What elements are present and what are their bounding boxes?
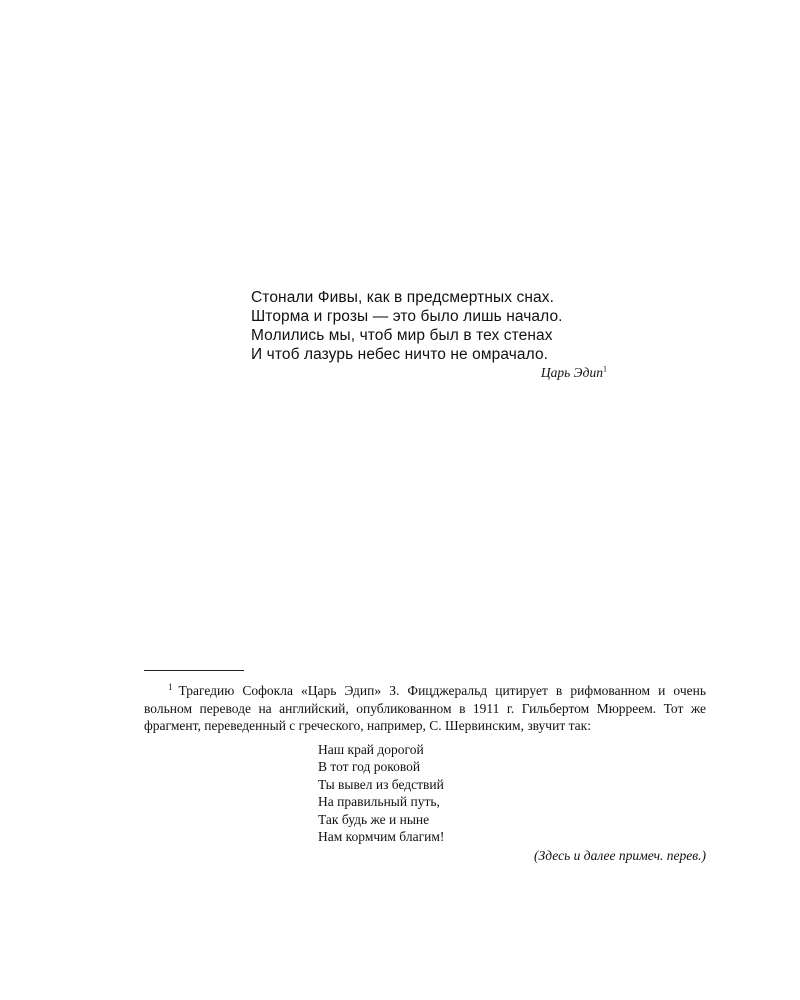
footnote-paragraph	[144, 682, 706, 735]
footnote-quote	[318, 741, 706, 846]
epigraph-line-1: Стонали Фивы, как в предсмертных снах.	[251, 289, 555, 306]
epigraph-attribution-text: Царь Эдип	[540, 365, 603, 380]
epigraph-line-4: И чтоб лазурь небес ничто не омрачало.	[251, 346, 549, 363]
translator-note: (Здесь и далее примеч. перев.)	[533, 847, 706, 863]
epigraph-line-3: Молились мы, чтоб мир был в тех стенах	[251, 327, 553, 344]
footnote-divider	[144, 670, 244, 671]
footnote-reference[interactable]: 1	[603, 364, 607, 374]
quote-line-1: Наш край дорогой	[318, 741, 424, 757]
quote-line-6: Нам кормчим благим!	[318, 829, 445, 844]
epigraph	[251, 288, 611, 381]
epigraph-lines	[251, 288, 611, 364]
quote-line-2: В тот год роковой	[318, 759, 421, 774]
footnote-number: 1	[168, 681, 173, 692]
footnote	[144, 682, 706, 864]
epigraph-attribution	[251, 365, 611, 381]
epigraph-line-2: Шторма и грозы — это было лишь начало.	[251, 308, 563, 325]
quote-line-3: Ты вывел из бедствий	[318, 776, 444, 792]
quote-line-4: На правильный путь,	[318, 794, 440, 809]
quote-line-5: Так будь же и ныне	[318, 811, 430, 827]
footnote-body: Трагедию Софокла «Царь Эдип» З. Фицджеральд цитирует в рифмованном и очень вольном переводе на английский, опубликованном в 1911 г. Гильбертом Мюрреем. Тот же фрагмент, переведенный с греческого, например, С. Шервинским, звучит так:	[144, 683, 706, 733]
